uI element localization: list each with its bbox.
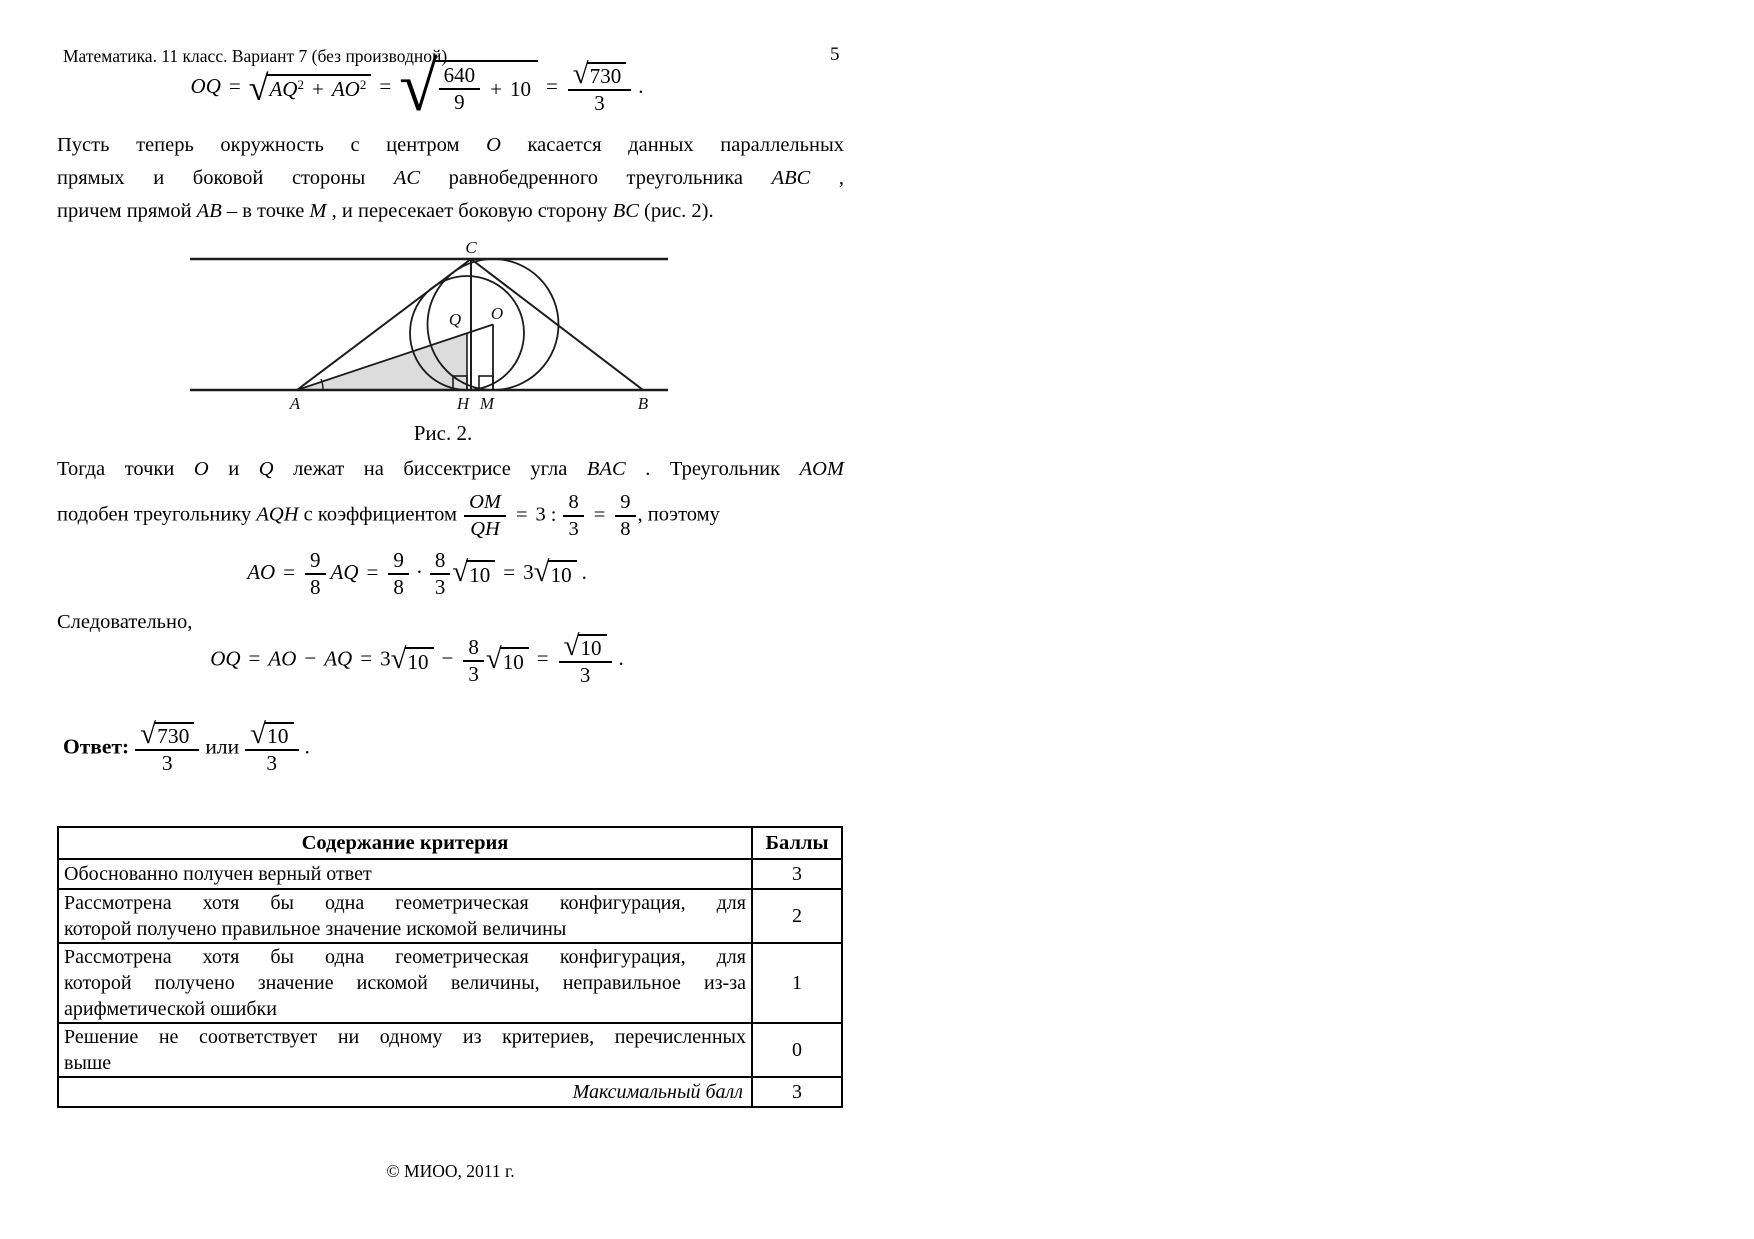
- table-header-row: [58, 827, 842, 859]
- fraction: $\frac{8}{3}$: [563, 491, 583, 541]
- criteria-text: которой получено правильное значение искомой величины: [64, 918, 567, 940]
- table-row-max-score: [58, 1077, 842, 1107]
- table-row: [58, 859, 842, 889]
- fraction: √ 10 3: [245, 722, 298, 775]
- score-cell: 0: [752, 1023, 842, 1077]
- formula-oq-case1: OQ = √ $AQ^2 + AO^2$ = √ 640 9 + 10 = √ 730 3 .: [190, 49, 644, 126]
- fraction: 640 9: [439, 64, 481, 114]
- radical: √ 10: [452, 560, 495, 588]
- fraction: $\frac{OM}{QH}$: [464, 491, 506, 541]
- page-number: 5: [830, 44, 840, 65]
- score-cell: 1: [752, 943, 842, 1023]
- radical-sign-icon: √: [452, 556, 469, 588]
- formula-oq-final: OQ = AO − AQ = 3 √ 10 − $\frac{8}{3}$ √ 10 = √ 10 3 .: [210, 630, 624, 688]
- radical-sign-icon: √: [485, 642, 502, 675]
- criteria-table: [57, 826, 843, 1108]
- label-a: A: [289, 394, 301, 413]
- formula-ao: AO = $\frac{9}{8}$ AQ = $\frac{9}{8}$ · $\frac{8}{3}$ √ 10 = 3 √ 10 .: [247, 548, 587, 599]
- radical: √ $AQ^2 + AO^2$: [249, 74, 372, 102]
- criteria-text: Обоснованно получен верный ответ: [64, 863, 372, 885]
- label-b: B: [637, 394, 649, 413]
- label-c: C: [465, 238, 477, 257]
- fraction: $\frac{9}{8}$: [305, 549, 326, 599]
- score-cell: 3: [752, 1077, 842, 1107]
- triangle-side-cb: [471, 259, 643, 390]
- radical-sign-icon: √: [572, 57, 589, 90]
- table-row: [58, 889, 842, 943]
- table-row: [58, 1023, 842, 1077]
- radical-sign-icon: √: [250, 718, 267, 751]
- text-line: Пусть теперь окружность с центром O касается данных параллельных: [57, 134, 844, 156]
- fraction: $\frac{8}{3}$: [430, 549, 451, 599]
- text-therefore: Следовательно,: [57, 611, 193, 633]
- radical: √ 10: [391, 647, 434, 675]
- criteria-text: арифметической ошибки: [64, 998, 277, 1020]
- text-line: прямых и боковой стороны AC равнобедренного треугольника ABC ,: [57, 167, 844, 189]
- table-row: [58, 943, 842, 1023]
- fraction: $\frac{8}{3}$: [463, 636, 484, 686]
- radical-sign-icon: √: [533, 556, 550, 588]
- radical-sign-icon: √: [248, 68, 269, 108]
- criteria-text: Решение не соответствует ни одному из критериев, перечисленных: [64, 1026, 746, 1048]
- text-line: причем прямой AB – в точке M , и пересекает боковую сторону BC (рис. 2).: [57, 200, 714, 222]
- answer-label: Ответ:: [63, 734, 130, 759]
- var-oq: OQ: [190, 73, 221, 98]
- radical: √ 10: [486, 647, 529, 675]
- label-o: O: [490, 304, 504, 323]
- radical-sign-icon: √: [140, 718, 157, 751]
- criteria-text: Рассмотрена хотя бы одна геометрическая конфигурация, для: [64, 892, 746, 914]
- label-q: Q: [448, 310, 462, 329]
- radical-sign-icon: √: [399, 49, 438, 126]
- score-column-header: Баллы: [752, 827, 842, 859]
- figure-caption: Рис. 2.: [413, 421, 473, 445]
- paragraph-similarity: [57, 453, 844, 541]
- answer-line: Ответ: √ 730 3 или √ 10 3 .: [63, 718, 310, 776]
- paragraph-case2: [57, 129, 844, 228]
- text-line: Тогда точки O и Q лежат на биссектрисе угла BAC . Треугольник AOM: [57, 458, 845, 480]
- label-m: M: [479, 394, 495, 413]
- header-course-title: Математика. 11 класс. Вариант 7 (без производной): [63, 46, 448, 66]
- criteria-text: выше: [64, 1052, 112, 1074]
- score-cell: 2: [752, 889, 842, 943]
- criteria-text: Рассмотрена хотя бы одна геометрическая конфигурация, для: [64, 946, 746, 968]
- figure-2: [185, 238, 685, 426]
- criteria-text: которой получено значение искомой величины, неправильное из-за: [64, 972, 746, 994]
- score-cell: 3: [752, 859, 842, 889]
- radical: √ 640 9 + 10: [399, 60, 538, 116]
- label-h: H: [456, 394, 470, 413]
- fraction: √ 730 3: [568, 61, 631, 114]
- criteria-column-header: Содержание критерия: [58, 827, 752, 859]
- text-line-with-math: подобен треугольнику AQH с коэффициентом $\frac{OM}{QH}$ = 3 : $\frac{8}{3}$ = $\frac{9}{8}$ , поэтому: [57, 491, 720, 540]
- max-score-label: Максимальный балл: [58, 1077, 752, 1107]
- radical-sign-icon: √: [563, 630, 580, 663]
- fraction: √ 730 3: [135, 722, 199, 775]
- radical: √ 10: [534, 560, 577, 588]
- footer-copyright: © МИОО, 2011 г.: [386, 1161, 515, 1181]
- fraction: √ 10 3: [559, 634, 612, 687]
- fraction: $\frac{9}{8}$: [388, 549, 409, 599]
- radical-sign-icon: √: [390, 642, 407, 675]
- criteria-table-wrapper: [57, 826, 843, 1108]
- fraction: $\frac{9}{8}$: [615, 491, 635, 541]
